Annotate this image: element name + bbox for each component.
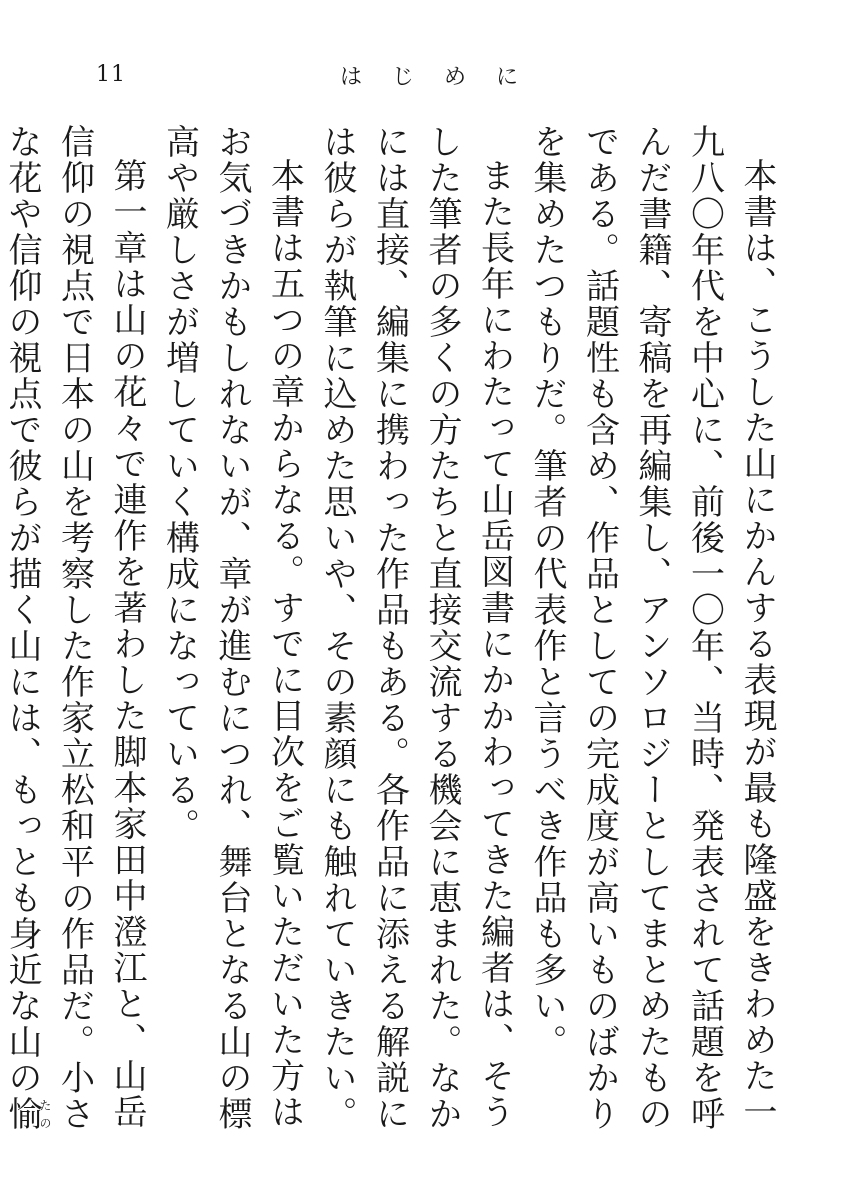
page-number: 11 (96, 62, 126, 87)
text-run: また長年にわたって山岳図書にかかわってきた編者は、そうした筆者の多くの方たちと直接交流する機会に恵まれた。なかには直接、編集に携わった作品もある。各作品に添える解説には彼らが執筆に込めた思いや、その素顔にも触れていきたい。 (317, 124, 515, 1132)
paragraph (153, 124, 311, 1134)
paragraph (521, 124, 784, 1134)
running-header: はじめに (340, 65, 549, 90)
paragraph (0, 124, 153, 1134)
ruby-reading: たの (38, 1096, 52, 1132)
text-run: 第一章は山の花々で連作を著わした脚本家田中澄江と、山岳信仰の視点で日本の山を考察した作家立松和平の作品だ。小さな花や信仰の視点で彼らが描く山には、もっとも身近な山の (2, 124, 147, 1132)
body-text (0, 124, 783, 1134)
paragraph (311, 124, 521, 1134)
text-run: 本書は五つの章からなる。すでに目次をご覧いただいた方はお気づきかもしれないが、章が進むにつれ、舞台となる山の標高や厳しさが増していく構成になっている。 (159, 124, 305, 1132)
ruby-base: 愉 (2, 1096, 42, 1132)
ruby-annotated-word (2, 1096, 52, 1132)
text-run: 本書は、こうした山にかんする表現が最も隆盛をきわめた一九八〇年代を中心に、前後一〇年、当時、発表されて話題を呼んだ書籍、寄稿を再編集し、アンソロジーとしてまとめたものである。話題性も含め、作品としての完成度が高いものばかりを集めたつもりだ。筆者の代表作と言うべき作品も多い。 (527, 124, 777, 1132)
